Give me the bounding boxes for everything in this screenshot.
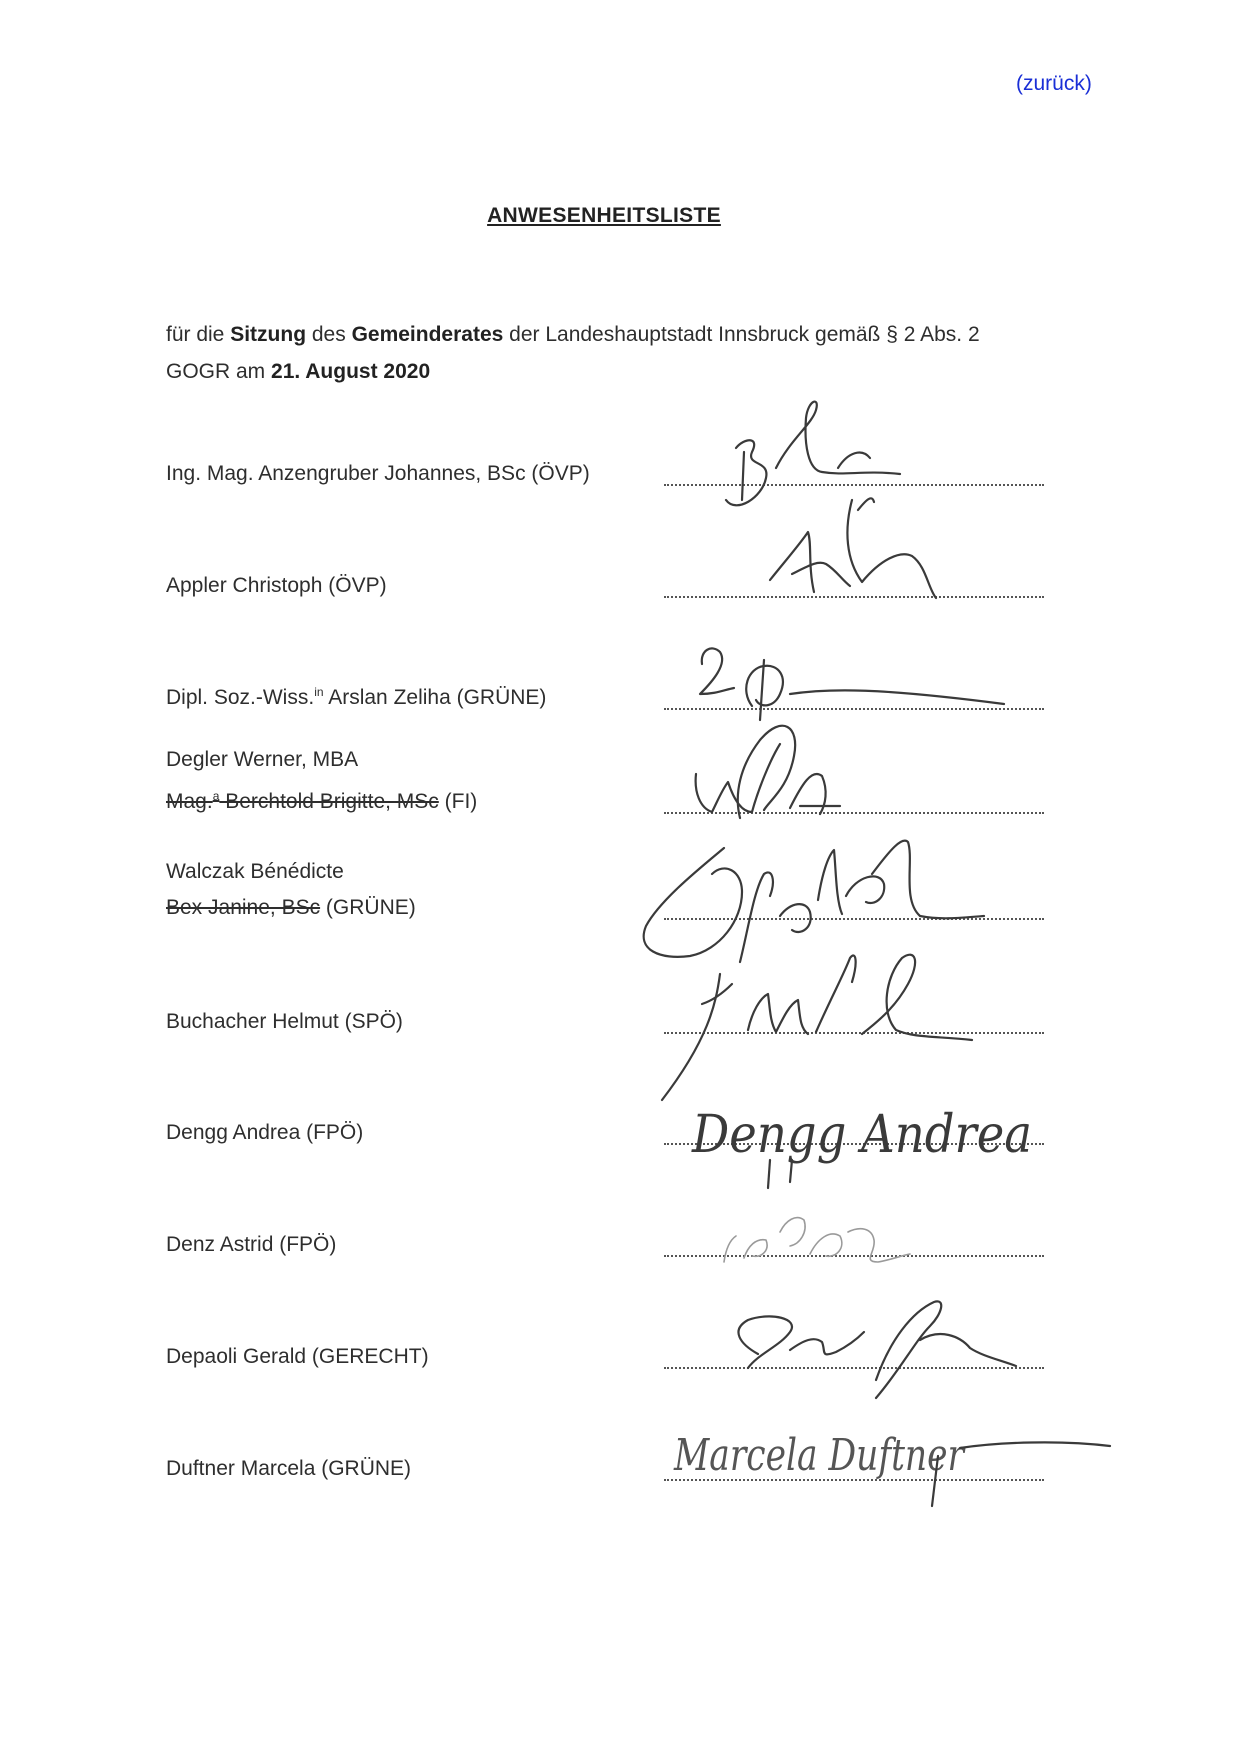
attendee-row xyxy=(166,1183,1046,1263)
signature-text: Dengg Andrea xyxy=(691,1105,1032,1165)
party-label: (FI) xyxy=(438,790,478,813)
back-link[interactable]: (zurück) xyxy=(1016,72,1092,95)
attendee-row xyxy=(166,846,1046,926)
attendee-name: Degler Werner, MBA xyxy=(166,748,359,771)
signature-line xyxy=(664,484,1044,486)
attendee-name-block xyxy=(166,1115,363,1151)
intro-bold-gemeinderat: Gemeinderates xyxy=(351,323,504,346)
attendee-name-block xyxy=(166,674,546,716)
signature-line xyxy=(664,1143,1044,1145)
attendee-name xyxy=(166,674,546,716)
attendee-name-block xyxy=(166,1004,403,1040)
signature-line xyxy=(664,1479,1044,1481)
attendee-row xyxy=(166,960,1046,1040)
attendee-row xyxy=(166,524,1046,604)
attendee-name-block xyxy=(166,1227,336,1263)
intro-paragraph xyxy=(166,316,1026,390)
attendee-title-sup: in xyxy=(314,685,324,699)
attendee-name-block xyxy=(166,456,590,492)
attendee-name: Buchacher Helmut (SPÖ) xyxy=(166,1010,403,1033)
attendee-name-block xyxy=(166,1339,429,1375)
struck-name: Bex Janine, BSc xyxy=(166,896,321,919)
attendee-row xyxy=(166,1407,1046,1487)
struck-name: Mag.$^a$ Berchtold Brigitte, MSc xyxy=(166,789,439,813)
attendee-name-block xyxy=(166,1451,411,1487)
document-title: ANWESENHEITSLISTE xyxy=(487,204,721,227)
signature-line xyxy=(664,708,1044,710)
attendee-name: Appler Christoph (ÖVP) xyxy=(166,574,387,597)
attendee-row xyxy=(166,1295,1046,1375)
intro-text-3: der Landeshauptstadt Innsbruck gemäß § 2 Abs. 2 GOGR am xyxy=(166,323,980,383)
attendee-name-block xyxy=(166,854,416,926)
signature-line xyxy=(664,812,1044,814)
signature-line xyxy=(664,1367,1044,1369)
attendee-title: Dipl. Soz.-Wiss. xyxy=(166,686,315,709)
attendee-name-block xyxy=(166,742,477,820)
signature-line xyxy=(664,1255,1044,1257)
attendee-name: Ing. Mag. Anzengruber Johannes, BSc (ÖVP) xyxy=(166,462,590,485)
attendee-row xyxy=(166,636,1046,716)
attendee-name: Dengg Andrea (FPÖ) xyxy=(166,1121,364,1144)
attendee-name: Duftner Marcela (GRÜNE) xyxy=(166,1457,412,1480)
attendee-name-rest: Arslan Zeliha (GRÜNE) xyxy=(323,686,547,709)
attendee-row xyxy=(166,412,1046,492)
attendee-row xyxy=(166,1071,1046,1151)
intro-text-2: des xyxy=(306,323,352,346)
intro-bold-sitzung: Sitzung xyxy=(230,323,307,346)
signature-text: Marcela Duftner xyxy=(673,1430,967,1481)
attendee-name: Depaoli Gerald (GERECHT) xyxy=(166,1345,429,1368)
attendee-name: Walczak Bénédicte xyxy=(166,860,344,883)
party-label: (GRÜNE) xyxy=(320,896,416,919)
replaced-attendee xyxy=(166,890,416,926)
intro-text-1: für die xyxy=(166,323,231,346)
attendee-name: Denz Astrid (FPÖ) xyxy=(166,1233,337,1256)
attendee-row xyxy=(166,740,1046,820)
intro-bold-date: 21. August 2020 xyxy=(271,360,431,383)
signature-line xyxy=(664,1032,1044,1034)
signature-line xyxy=(664,918,1044,920)
signature-line xyxy=(664,596,1044,598)
attendee-name-block xyxy=(166,568,387,604)
replaced-attendee xyxy=(166,778,477,820)
